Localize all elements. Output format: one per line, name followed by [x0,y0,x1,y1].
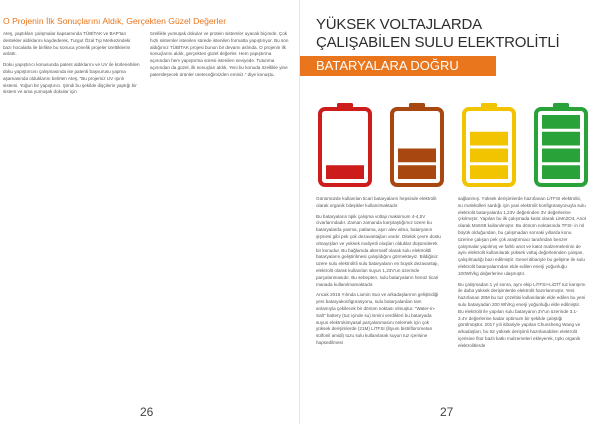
battery-charge-segment [470,149,508,163]
page-number-left: 26 [140,405,154,419]
left-column-2 [150,31,290,83]
right-column-2 [458,196,586,354]
paragraph: Bu bataryaların tipik çalışma voltajı maksimum 4-4,5V civarlarındadır. Zaman zamanda karşılaştığımız üzere bu bataryalarda yanma, patlama, aşırı alev alma, bataryanın şişmesi gibi pek çok dezavantajları vardır. Ditekik çevre dostu olmayışları ve yüksek maliyetli oluşları olduklar düşünülerek bir konudur. Bu bağlamda alternatif olarak sulu elektrolitli bataryaların geliştirilmesi çalışıldığını görmekteyiz. Bildiğiniz üzere sulu elektrolitli sulu bataryaların en büyük dezavantajı, elektrolit olarak kullanılan suyun 1,23V'un üzerinde parçalanmasıdır. Bu sebepten, sulu bataryaların henüz ticari manada kullanılmamaktadır. [316,213,441,287]
battery-charge-segment [542,165,580,179]
paragraph: Ancak 2015 Yılında Liumin Suo ve arkadaşlarının geliştirdiği yeni bataryakonfigürasyonu, sulu bataryalardan tam anlamıyla çekilecek bir dönüm noktası olmuştur. "Water-in-Salt" battery (tuz içinde su) ismini verdikleri bu bataryada suyun elektrokimyasal parçalanmasını önlemek için çok yüksek derişimlerde (21M) LiTFSI (lityum bistriflorometan sülfonil amidi) tuzu sulu kullanılarak suyun tuz içerisine hapsedilmesi [316,292,439,345]
paragraph: Bu çalışmadan 1 yıl sonra, aynı ekip LiTFSI+LiOTf tuz karışımı ile daha yüksek derişimlerde elektrolit hazırlanmıştır. Yeni hazırlanan 28M bu tuz çözeltisi kullanılarak elde edilen bu yeni sulu bataryadan 200 Wh/Kg enerji yoğunluğu elde edilmiştir. Bu elektrolit ile yapılan sulu bataryanın 3V'un üzerinde 3.1-3.4V değerlerine kadar optimum bir şekilde çalıştığı görülmüştür. 2017 yılı itibariyle yapılan Chunsheng Wang ve arkadaşları, bu tür yüksek derişimli hazırlanabilen elektrolit içerisine fitor bazlı katkı malzemeleri ekleyerek, tıpkı organik elektrolitlerde [458,281,586,348]
paragraph: Doku yapıştırıcı konusunda patent aldıklarını ve UV ile kürlenebilen doku yapıştırıcısı çalışmasında ise patenti başvurusu yapma aşamasında olduklarını belirten Ateş, "Bu projemiz UV ışınlı sistemi. Yoğun bir yapıştırıcı. Şimdi bu şekilde dişçilerin yaptığı bir sistem ve ama yumuşak dokular için [3,62,140,95]
battery-charge-segment [542,115,580,129]
left-page-heading: O Projenin İlk Sonuçlarını Aldık, Gerçekten Güzel Değerler [3,16,227,26]
paragraph: özellikle yumuşak dokular ve protein sistemler uyacak biçimde. Çok hızlı sistemler istenilen sürede istenilen formatta yapıştırıyor. Bu son aldığımız TÜBİTAK projesi bunun bir devamı aslında. O projenin ilk sonuçlarını aldık, gerçekten güzel değerler. Hem yapıştırma açısından hem yapıştırma süresi istenilen seviyede. Tutunma açısından da güzel, ilk sonuçları aldık. Yeni bu konuda özellikle yine patentleşecek ürünler üreteceğimizden eminiz." diye konuştu. [150,31,289,77]
battery-charge-segment [470,132,508,146]
battery-charge-segment [398,165,436,179]
battery-half-icon [392,103,442,185]
article-subtitle-banner: BATARYALARA DOĞRU [300,56,496,76]
battery-icons [318,100,588,190]
battery-charge-segment [542,132,580,146]
battery-charge-segment [326,165,364,179]
battery-charge-segment [398,149,436,163]
paragraph: Ateş, yaptıkları çalışmalar kapsamında TÜBİTAK ve BAP'tan destekler aldıklarını kaydederek, Turgut Özal Tıp Merkezindeki bazı hocalarla ile birlikte bu sonuca yönelik projeler ürettiklerini anlattı. [3,31,131,57]
right-column-1 [316,196,442,351]
battery-low-icon [320,103,370,185]
battery-charge-segment [542,149,580,163]
battery-three-quarter-icon [464,103,514,185]
battery-full-icon [536,103,586,185]
paragraph: sağlanmış. Yüksek derişimlerde hazırlanan LiTFSI elektroliti, su molekülleri sardığı için yani elektrolit konfigürasyonuyla sulu elektrolit bataryalarda 1,23V değerinden 3V değerlerine çıkılmıştır. Yapılan bu ilk çalışmada katot olarak LiMn2O4, Anot olarak Mo6S8 kullanılmıştır. Bu dönüm noktasında TFSI- in rol büyük olduğundan, bu çalışmadan sonraki yıllarda konu üzerine çalışan pek çok araştırmacı tarafından benzer çalışmalar yapılmış ve farklı anot ve katot malzemelerinin de aynı elektrolit kullanılarak yüksek voltaj değerlerinden çalışan, çalışılmadığı bazı edilmiştir. Genel itibariyle bu gelişme ile sulu elektrolit bataryalarından elde edilen enerji yoğunluğu 100Wh/kg değerlerine ulaşmıştır. [458,196,587,276]
left-column-1 [3,31,140,100]
battery-illustration [318,100,588,190]
article-title [316,16,596,52]
page-number-right: 27 [440,405,454,419]
right-page [300,0,600,424]
article-title-line-1: YÜKSEK VOLTAJLARDA [316,16,482,33]
battery-charge-segment [470,165,508,179]
article-title-line-2: ÇALIŞABİLEN SULU ELEKTROLİTLİ [316,34,560,51]
paragraph: Günümüzde kullanılan ticari bataryaların hepsinde elektrolit olarak organik bileşikler kullanılmaktadır. [316,196,437,208]
